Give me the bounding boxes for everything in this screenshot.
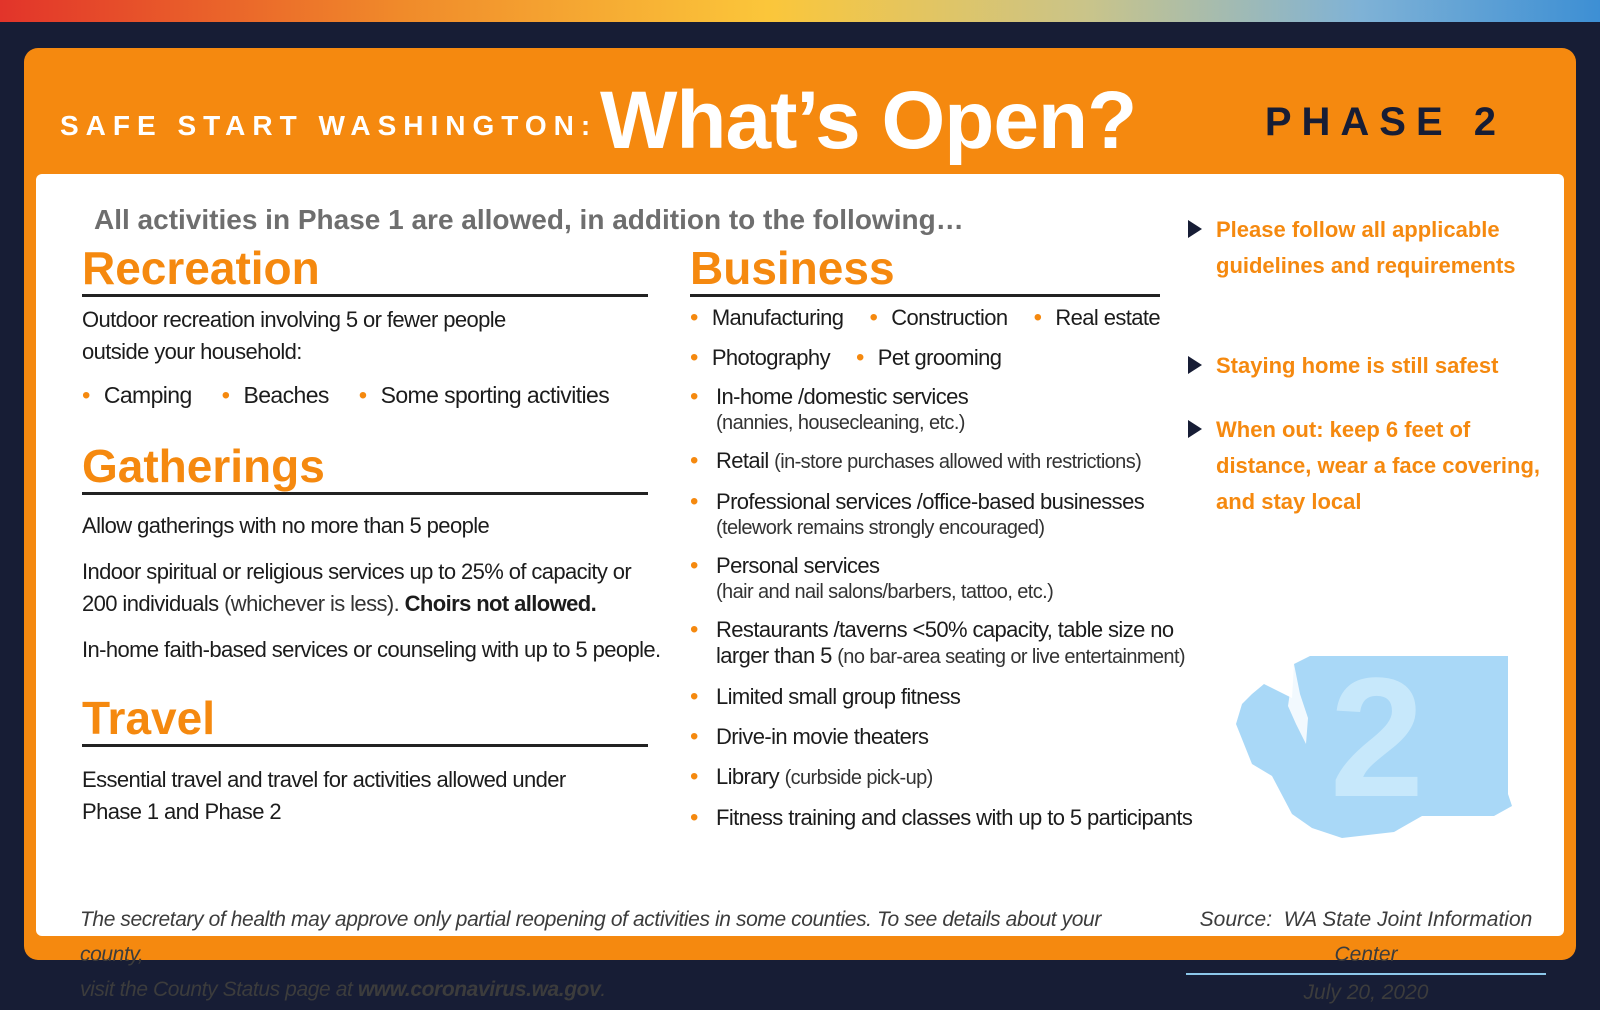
travel-description bbox=[82, 764, 566, 828]
business-item-personal: • Personal services (hair and nail salons/barbers, tattoo, etc.) bbox=[690, 553, 1210, 605]
business-item-fitness: • Limited small group fitness bbox=[690, 684, 1210, 710]
triangle-arrow-icon bbox=[1188, 356, 1202, 374]
business-item-restaurants: • Restaurants /taverns <50% capacity, table size no larger than 5 (no bar-area seating or live entertainment) bbox=[690, 617, 1210, 670]
recreation-description bbox=[82, 304, 506, 368]
header-title: What’s Open? bbox=[600, 75, 1137, 166]
recreation-desc-line2: outside your household: bbox=[82, 339, 302, 364]
business-item-training: • Fitness training and classes with up to 5 participants bbox=[690, 805, 1210, 831]
business-item: • Real estate bbox=[1034, 304, 1161, 332]
gatherings-line2c: (whichever is less). bbox=[224, 591, 400, 616]
gatherings-line3: In-home faith-based services or counseling with up to 5 people. bbox=[82, 637, 661, 662]
triangle-arrow-icon bbox=[1188, 420, 1202, 438]
gatherings-line2 bbox=[82, 556, 662, 620]
business-item-domestic: • In-home /domestic services (nannies, housecleaning, etc.) bbox=[690, 384, 1210, 436]
recreation-item: • Beaches bbox=[222, 382, 329, 410]
gatherings-line2a: Indoor spiritual or religious services up to 25% of capacity bbox=[82, 559, 608, 584]
washington-map-icon bbox=[1222, 643, 1512, 840]
recreation-items bbox=[82, 382, 609, 410]
business-item: • Construction bbox=[869, 304, 1007, 332]
business-item: • Pet grooming bbox=[856, 344, 1001, 372]
gatherings-line1: Allow gatherings with no more than 5 people bbox=[82, 513, 490, 538]
footer-note-line1: The secretary of health may approve only partial reopening of activities in some counties. To see details about your county, bbox=[80, 908, 1101, 966]
business-item-professional: • Professional services /office-based businesses (telework remains strongly encouraged) bbox=[690, 489, 1210, 541]
travel-line1: Essential travel and travel for activities allowed under bbox=[82, 767, 566, 792]
business-item-library: • Library (curbside pick-up) bbox=[690, 764, 1210, 791]
source-date: July 20, 2020 bbox=[1303, 981, 1429, 1004]
business-item-drive-in: • Drive-in movie theaters bbox=[690, 724, 1210, 750]
gatherings-line2b: or 200 individuals bbox=[82, 559, 632, 616]
content-panel bbox=[36, 174, 1564, 1004]
business-item: • Manufacturing bbox=[690, 304, 843, 332]
gatherings-line2d: Choirs not allowed. bbox=[404, 591, 597, 616]
source-line: Source: WA State Joint Information Center bbox=[1186, 902, 1546, 975]
washington-state-map bbox=[1222, 643, 1512, 840]
business-item-retail: • Retail (in-store purchases allowed with restrictions) bbox=[690, 448, 1210, 475]
business-row1 bbox=[690, 304, 1210, 332]
source-block bbox=[1186, 902, 1546, 1010]
business-title: Business bbox=[690, 242, 1160, 297]
footer-note-line2: visit the County Status page at www.coronavirus.wa.gov. bbox=[80, 978, 606, 1001]
flyer-card bbox=[24, 48, 1576, 1004]
header-phase: PHASE 2 bbox=[1264, 100, 1506, 144]
side-note-home: Staying home is still safest bbox=[1216, 348, 1546, 384]
business-row2 bbox=[690, 344, 1210, 372]
business-list bbox=[690, 304, 1210, 831]
gatherings-title: Gatherings bbox=[82, 440, 648, 495]
side-note-distance: When out: keep 6 feet of distance, wear a face covering, and stay local bbox=[1216, 412, 1546, 520]
recreation-desc-line1: Outdoor recreation involving 5 or fewer people bbox=[82, 307, 506, 332]
county-status-link[interactable]: www.coronavirus.wa.gov bbox=[357, 978, 601, 1001]
map-phase-number: 2 bbox=[1329, 643, 1425, 833]
business-item: • Photography bbox=[690, 344, 830, 372]
recreation-item: • Some sporting activities bbox=[359, 382, 609, 410]
intro-text: All activities in Phase 1 are allowed, in addition to the following… bbox=[94, 204, 964, 235]
travel-line2: Phase 1 and Phase 2 bbox=[82, 799, 281, 824]
recreation-title: Recreation bbox=[82, 242, 648, 297]
top-gradient-strip bbox=[0, 0, 1600, 22]
side-note-guidelines: Please follow all applicable guidelines and requirements bbox=[1216, 212, 1546, 284]
footer-note bbox=[80, 902, 1150, 1007]
travel-title: Travel bbox=[82, 692, 648, 747]
header-kicker: SAFE START WASHINGTON: bbox=[60, 110, 598, 141]
triangle-arrow-icon bbox=[1188, 220, 1202, 238]
recreation-item: • Camping bbox=[82, 382, 192, 410]
